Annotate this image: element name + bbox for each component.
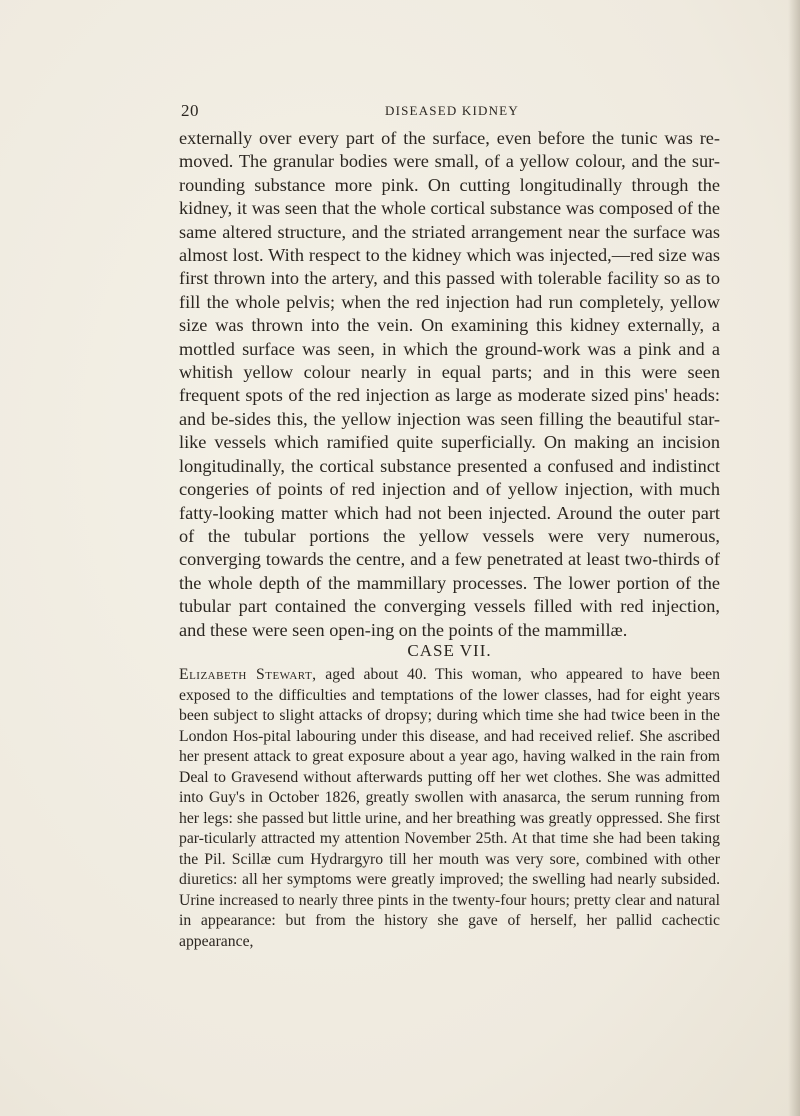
case-heading: CASE VII. <box>407 641 492 660</box>
body-text <box>179 127 720 642</box>
case-body: aged about 40. This woman, who appeared to have been exposed to the difficulties and temptations of the lower classes, had for eight years been subject to slight attacks of dropsy; during which time she had twice been in the London Hos-pital labouring under this disease, and had received relief. She ascribed her present attack to great exposure about a year ago, having walked in the rain from Deal to Gravesend without afterwards putting off her wet clothes. She was admitted into Guy's in October 1826, greatly swollen with anasarca, the serum running from her legs: she passed but little urine, and her breathing was greatly oppressed. She first par-ticularly attracted my attention November 25th. At that time she had been taking the Pil. Scillæ cum Hydrargyro till her mouth was very sore, combined with other diuretics: all her symptoms were greatly improved; the swelling had nearly subsided. Urine increased to nearly three pints in the twenty-four hours; pretty clear and natural in appearance: but from the history she gave of herself, her pallid cachectic appearance, <box>179 666 720 950</box>
page-edge-shadow <box>788 0 800 1116</box>
running-title: DISEASED KIDNEY <box>385 103 519 118</box>
page-number: 20 <box>181 101 199 120</box>
case-text <box>179 665 720 952</box>
case-paragraph <box>179 665 720 952</box>
patient-name: Elizabeth Stewart, <box>179 666 317 683</box>
body-paragraph: externally over every part of the surface, even before the tunic was re-moved. The granular bodies were small, of a yellow colour, and the sur-rounding substance more pink. On cutting longitudinally through the kidney, it was seen that the whole cortical substance was composed of the same altered structure, and the striated arrangement near the surface was almost lost. With respect to the kidney which was injected,—red size was first thrown into the artery, and this passed with tolerable facility so as to fill the whole pelvis; when the red injection had run completely, yellow size was thrown into the vein. On examining this kidney externally, a mottled surface was seen, in which the ground-work was a pink and a whitish yellow colour nearly in equal parts; and in this were seen frequent spots of the red injection as large as moderate sized pins' heads: and be-sides this, the yellow injection was seen filling the beautiful star-like vessels which ramified quite superficially. On making an incision longitudinally, the cortical substance presented a confused and indistinct congeries of points of red injection and of yellow injection, with much fatty-looking matter which had not been injected. Around the outer part of the tubular portions the yellow vessels were very numerous, converging towards the centre, and a few penetrated at least two-thirds of the whole depth of the mammillary processes. The lower portion of the tubular part contained the converging vessels filled with red injection, and these were seen open-ing on the points of the mammillæ. <box>179 128 720 640</box>
running-head <box>181 101 721 123</box>
